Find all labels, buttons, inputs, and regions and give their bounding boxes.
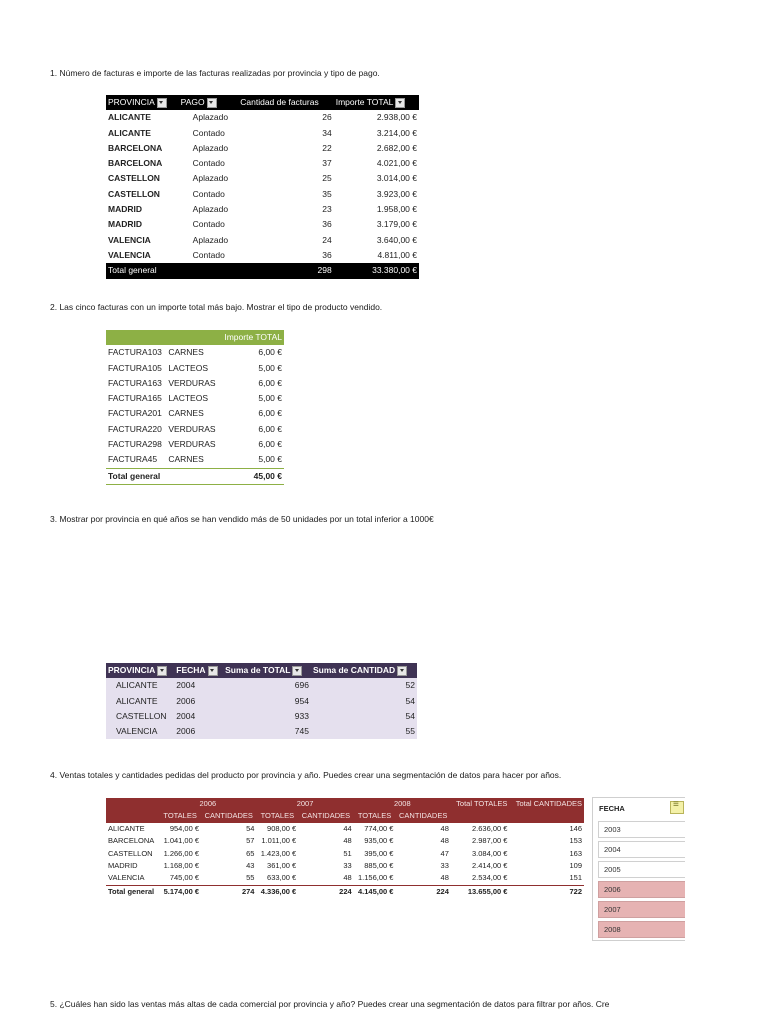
table-row xyxy=(106,835,584,847)
cell-pago: Contado xyxy=(192,158,225,169)
total-row xyxy=(106,885,584,898)
slicer-item-2006[interactable]: 2006 xyxy=(598,881,685,898)
filter-dropdown-icon[interactable] xyxy=(397,666,407,676)
cell-pago: Contado xyxy=(192,249,225,260)
cell-provincia: VALENCIA xyxy=(106,724,174,739)
total-row xyxy=(106,468,284,484)
cell-value: 54 xyxy=(246,823,255,833)
header-importe: Importe TOTAL xyxy=(220,330,284,345)
table-row xyxy=(106,724,417,739)
table-row xyxy=(106,345,284,360)
cell-value: 65 xyxy=(246,848,255,858)
table-row xyxy=(106,156,419,171)
cell-suma-cantidad: 54 xyxy=(311,694,417,709)
table-row xyxy=(106,678,417,693)
cell-cantidad: 23 xyxy=(322,204,332,215)
table-header-row xyxy=(106,330,284,345)
table-row xyxy=(106,233,419,248)
table-row xyxy=(106,406,284,421)
cell-value: 1.041,00 € xyxy=(163,836,200,846)
cell-provincia: MADRID xyxy=(108,861,138,871)
cell-importe: 3.179,00 € xyxy=(376,219,417,230)
total-value: 5.174,00 € xyxy=(159,885,201,898)
cell-value: 885,00 € xyxy=(364,861,394,871)
cell-suma-cantidad: 54 xyxy=(311,709,417,724)
cell-producto: CARNES xyxy=(168,347,204,358)
total-value: 13.655,00 € xyxy=(451,885,510,898)
cell-cantidad: 26 xyxy=(322,112,332,123)
cell-value: 935,00 € xyxy=(364,836,394,846)
cell-value: 1.156,00 € xyxy=(358,873,394,883)
cell-importe: 6,00 € xyxy=(258,423,282,434)
year-header-row xyxy=(106,798,584,810)
sub-cantidades: CANTIDADES xyxy=(395,810,450,822)
cell-importe: 2.938,00 € xyxy=(376,112,417,123)
cell-provincia: BARCELONA xyxy=(108,142,163,153)
cell-fecha: 2006 xyxy=(174,694,223,709)
cell-factura: FACTURA165 xyxy=(108,393,162,404)
header-pago[interactable]: PAGO xyxy=(179,95,239,110)
cell-cantidad: 35 xyxy=(322,188,332,199)
sales-by-year-table xyxy=(106,798,584,898)
sub-cantidades: CANTIDADES xyxy=(201,810,256,822)
table-header-row xyxy=(106,663,417,678)
cell-cantidad: 24 xyxy=(322,234,332,245)
cell-suma-total: 933 xyxy=(223,709,311,724)
filter-dropdown-icon[interactable] xyxy=(292,666,302,676)
cell-value: 2.534,00 € xyxy=(471,873,508,883)
cell-suma-total: 954 xyxy=(223,694,311,709)
cell-importe: 5,00 € xyxy=(258,454,282,465)
cell-importe: 6,00 € xyxy=(258,347,282,358)
cell-factura: FACTURA220 xyxy=(108,423,162,434)
cell-value: 774,00 € xyxy=(364,823,394,833)
total-label: Total general xyxy=(106,263,238,278)
cell-importe: 6,00 € xyxy=(258,377,282,388)
cell-suma-cantidad: 55 xyxy=(311,724,417,739)
cell-provincia: CASTELLON xyxy=(108,848,153,858)
cell-importe: 3.014,00 € xyxy=(376,173,417,184)
sub-totales: TOTALES xyxy=(256,810,298,822)
cell-provincia: ALICANTE xyxy=(106,694,174,709)
cell-value: 745,00 € xyxy=(169,873,200,883)
cell-provincia: CASTELLON xyxy=(106,709,174,724)
table-row xyxy=(106,126,419,141)
cell-cantidad: 37 xyxy=(322,158,332,169)
cell-value: 361,00 € xyxy=(267,861,297,871)
cell-producto: LACTEOS xyxy=(168,362,208,373)
cell-producto: VERDURAS xyxy=(168,439,216,450)
table-row xyxy=(106,452,284,468)
table-row xyxy=(106,823,584,835)
cell-fecha: 2006 xyxy=(174,724,223,739)
cell-value: 44 xyxy=(343,823,352,833)
question-2: 2. Las cinco facturas con un importe total más bajo. Mostrar el tipo de producto vendido. xyxy=(50,302,383,312)
subheader-row xyxy=(106,810,584,822)
cell-producto: CARNES xyxy=(168,454,204,465)
cell-pago: Contado xyxy=(192,127,225,138)
cell-value: 48 xyxy=(440,823,449,833)
sub-totales: TOTALES xyxy=(354,810,396,822)
cell-provincia: BARCELONA xyxy=(108,836,155,846)
cell-provincia: ALICANTE xyxy=(108,823,145,833)
cell-value: 57 xyxy=(246,836,255,846)
cell-value: 47 xyxy=(440,848,449,858)
filter-dropdown-icon[interactable] xyxy=(395,98,405,108)
total-label: Total general xyxy=(106,468,220,484)
table-row xyxy=(106,422,284,437)
cell-value: 48 xyxy=(440,836,449,846)
cell-provincia: ALICANTE xyxy=(108,112,151,123)
header-total-totales: Total TOTALES xyxy=(451,798,510,810)
cell-provincia: ALICANTE xyxy=(108,127,151,138)
cell-pago: Aplazado xyxy=(192,173,229,184)
total-row xyxy=(106,263,419,278)
cell-value: 43 xyxy=(246,861,255,871)
cell-value: 1.266,00 € xyxy=(163,848,200,858)
cell-pago: Contado xyxy=(192,188,225,199)
cell-producto: VERDURAS xyxy=(168,423,216,434)
year-2007: 2007 xyxy=(256,798,353,810)
cell-cantidad: 34 xyxy=(322,127,332,138)
cell-pago: Contado xyxy=(192,219,225,230)
cell-producto: VERDURAS xyxy=(168,377,216,388)
cell-pago: Aplazado xyxy=(192,204,229,215)
table-row xyxy=(106,391,284,406)
cell-importe: 1.958,00 € xyxy=(376,204,417,215)
total-value: 4.336,00 € xyxy=(256,885,298,898)
total-value: 722 xyxy=(509,885,584,898)
cell-value: 51 xyxy=(343,848,352,858)
cell-value: 151 xyxy=(569,873,582,883)
question-1: 1. Número de facturas e importe de las facturas realizadas por provincia y tipo de pago. xyxy=(50,68,380,78)
cell-factura: FACTURA298 xyxy=(108,439,162,450)
cell-provincia: MADRID xyxy=(108,219,142,230)
total-label: Total general xyxy=(106,885,159,898)
cell-value: 1.168,00 € xyxy=(163,861,200,871)
table-row xyxy=(106,248,419,263)
cell-pago: Aplazado xyxy=(192,112,229,123)
cell-importe: 6,00 € xyxy=(258,408,282,419)
table-row xyxy=(106,872,584,885)
slicer-item-2007[interactable]: 2007 xyxy=(598,901,685,918)
cell-provincia: MADRID xyxy=(108,204,142,215)
multi-select-icon[interactable] xyxy=(670,801,684,814)
cell-value: 395,00 € xyxy=(364,848,394,858)
cell-factura: FACTURA163 xyxy=(108,377,162,388)
filter-dropdown-icon[interactable] xyxy=(157,98,167,108)
table-row xyxy=(106,217,419,232)
fecha-slicer xyxy=(592,797,685,941)
cell-importe: 2.682,00 € xyxy=(376,142,417,153)
total-amount: 45,00 € xyxy=(220,468,284,484)
total-count: 298 xyxy=(238,263,333,278)
header-cantidad: Cantidad de facturas xyxy=(238,95,333,110)
total-value: 4.145,00 € xyxy=(354,885,396,898)
cell-value: 908,00 € xyxy=(267,823,297,833)
header-provincia[interactable]: PROVINCIA xyxy=(106,95,179,110)
table-row xyxy=(106,202,419,217)
filter-dropdown-icon[interactable] xyxy=(157,666,167,676)
cell-producto: CARNES xyxy=(168,408,204,419)
cell-value: 1.011,00 € xyxy=(261,836,297,846)
cell-value: 109 xyxy=(569,861,582,871)
cell-cantidad: 22 xyxy=(322,142,332,153)
cell-pago: Aplazado xyxy=(192,142,229,153)
cell-value: 48 xyxy=(343,873,352,883)
cell-value: 146 xyxy=(569,823,582,833)
cell-value: 153 xyxy=(569,836,582,846)
cell-provincia: CASTELLON xyxy=(108,173,160,184)
cell-value: 954,00 € xyxy=(169,823,200,833)
total-value: 274 xyxy=(201,885,256,898)
cell-provincia: VALENCIA xyxy=(108,249,151,260)
cell-cantidad: 25 xyxy=(322,173,332,184)
cell-factura: FACTURA105 xyxy=(108,362,162,373)
table-row xyxy=(106,361,284,376)
table-row xyxy=(106,110,419,125)
cell-fecha: 2004 xyxy=(174,709,223,724)
sub-cantidades: CANTIDADES xyxy=(298,810,353,822)
slicer-item-2004[interactable]: 2004 xyxy=(598,841,685,858)
cell-suma-total: 745 xyxy=(223,724,311,739)
cell-provincia: VALENCIA xyxy=(108,873,145,883)
table-row xyxy=(106,437,284,452)
cell-value: 3.084,00 € xyxy=(471,848,508,858)
cell-cantidad: 36 xyxy=(322,219,332,230)
table-row xyxy=(106,141,419,156)
year-2006: 2006 xyxy=(159,798,256,810)
cell-provincia: ALICANTE xyxy=(106,678,174,693)
cell-value: 48 xyxy=(343,836,352,846)
cell-suma-total: 696 xyxy=(223,678,311,693)
filter-dropdown-icon[interactable] xyxy=(207,98,217,108)
cell-value: 163 xyxy=(569,848,582,858)
header-total-cantidades: Total CANTIDADES xyxy=(509,798,584,810)
cell-cantidad: 36 xyxy=(322,249,332,260)
table-row xyxy=(106,860,584,872)
header-fecha[interactable]: FECHA xyxy=(174,663,223,678)
slicer-item-2003[interactable]: 2003 xyxy=(598,821,685,838)
cell-importe: 5,00 € xyxy=(258,393,282,404)
table-row xyxy=(106,376,284,391)
cell-value: 1.423,00 € xyxy=(260,848,297,858)
cell-value: 55 xyxy=(246,873,255,883)
table-row xyxy=(106,171,419,186)
province-years-table xyxy=(106,663,417,739)
cell-provincia: CASTELLON xyxy=(108,188,160,199)
header-importe[interactable]: Importe TOTAL xyxy=(334,95,419,110)
cell-pago: Aplazado xyxy=(192,234,229,245)
cell-producto: LACTEOS xyxy=(168,393,208,404)
cell-importe: 6,00 € xyxy=(258,439,282,450)
header-suma-total[interactable]: Suma de TOTAL xyxy=(223,663,311,678)
cell-factura: FACTURA201 xyxy=(108,408,162,419)
table-row xyxy=(106,694,417,709)
cell-factura: FACTURA103 xyxy=(108,347,162,358)
cell-value: 2.987,00 € xyxy=(471,836,508,846)
slicer-item-2008[interactable]: 2008 xyxy=(598,921,685,938)
cell-fecha: 2004 xyxy=(174,678,223,693)
header-provincia[interactable]: PROVINCIA xyxy=(106,663,174,678)
table-row xyxy=(106,709,417,724)
cell-value: 48 xyxy=(440,873,449,883)
header-suma-cantidad[interactable]: Suma de CANTIDAD xyxy=(311,663,417,678)
cell-importe: 4.021,00 € xyxy=(376,158,417,169)
cell-importe: 3.923,00 € xyxy=(376,188,417,199)
question-5: 5. ¿Cuáles han sido las ventas más altas de cada comercial por provincia y año? Puedes crear una segmentación de datos para filtrar por años. Cre xyxy=(50,999,610,1009)
cell-factura: FACTURA45 xyxy=(108,454,158,465)
question-3: 3. Mostrar por provincia en qué años se han vendido más de 50 unidades por un total inferior a 1000€ xyxy=(50,514,434,524)
cell-value: 633,00 € xyxy=(267,873,297,883)
table-row xyxy=(106,187,419,202)
filter-dropdown-icon[interactable] xyxy=(208,666,218,676)
slicer-item-2005[interactable]: 2005 xyxy=(598,861,685,878)
cell-value: 33 xyxy=(440,861,449,871)
table-row xyxy=(106,848,584,860)
sub-totales: TOTALES xyxy=(159,810,201,822)
slicer-title: FECHA ≡ xyxy=(593,798,685,818)
cell-provincia: VALENCIA xyxy=(108,234,151,245)
cell-importe: 5,00 € xyxy=(258,362,282,373)
invoices-by-province-table xyxy=(106,95,419,279)
total-value: 224 xyxy=(298,885,353,898)
cell-value: 2.636,00 € xyxy=(471,823,508,833)
lowest-invoices-table xyxy=(106,330,284,485)
total-value: 224 xyxy=(395,885,450,898)
cell-importe: 4.811,00 € xyxy=(377,249,417,260)
cell-provincia: BARCELONA xyxy=(108,158,163,169)
total-amount: 33.380,00 € xyxy=(334,263,419,278)
cell-importe: 3.640,00 € xyxy=(376,234,417,245)
table-header-row xyxy=(106,95,419,110)
cell-importe: 3.214,00 € xyxy=(376,127,417,138)
year-2008: 2008 xyxy=(354,798,451,810)
cell-value: 33 xyxy=(343,861,352,871)
cell-value: 2.414,00 € xyxy=(471,861,508,871)
question-4: 4. Ventas totales y cantidades pedidas del producto por provincia y año. Puedes crear una segmentación de datos para hacer por años. xyxy=(50,770,562,780)
cell-suma-cantidad: 52 xyxy=(311,678,417,693)
